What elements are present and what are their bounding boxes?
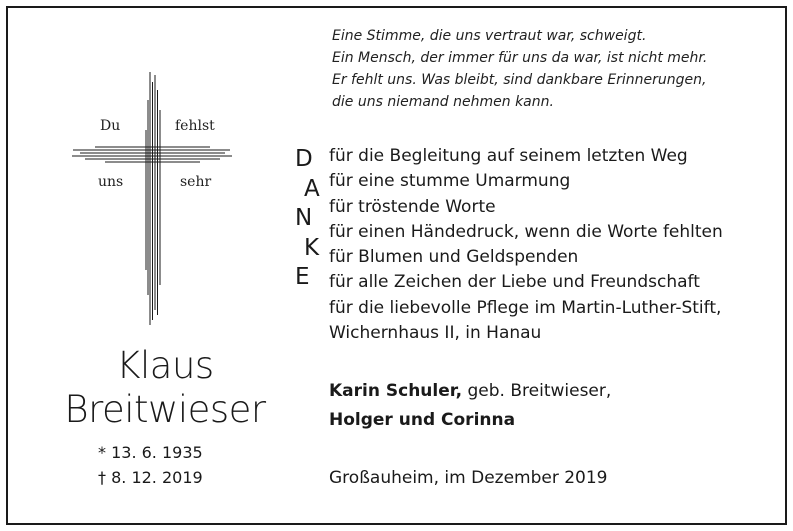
danke-vertical-letters	[295, 145, 319, 293]
danke-letter: E	[295, 264, 310, 291]
thanks-line: für Blumen und Geldspenden	[329, 247, 579, 268]
memorial-quote	[332, 25, 772, 113]
thanks-line: für die Begleitung auf seinem letzten Weg	[329, 146, 688, 166]
thanks-line: für einen Händedruck, wenn die Worte fehlten	[329, 221, 723, 242]
quote-line: die uns niemand nehmen kann.	[332, 94, 554, 110]
signers	[329, 377, 611, 435]
signer-name-primary: Karin Schuler,	[329, 381, 463, 401]
thanks-line: für eine stumme Umarmung	[329, 171, 571, 192]
thanks-line: für alle Zeichen der Liebe und Freundschaft	[329, 272, 700, 293]
cross-word-fehlst: fehlst	[175, 118, 215, 134]
thanks-line: für tröstende Worte	[329, 196, 496, 217]
place-and-date: Großauheim, im Dezember 2019	[329, 468, 608, 488]
birth-date: * 13. 6. 1935	[98, 443, 203, 462]
deceased-first-name: Klaus	[116, 344, 214, 387]
deceased-last-name: Breitwieser	[64, 388, 266, 431]
danke-letter: A	[304, 175, 320, 202]
cross-word-sehr: sehr	[180, 174, 212, 190]
thanks-list	[329, 144, 723, 346]
death-date: † 8. 12. 2019	[98, 468, 203, 487]
danke-letter: K	[304, 234, 320, 261]
danke-letter: N	[295, 205, 313, 232]
cross-word-uns: uns	[98, 174, 124, 190]
thanks-line: für die liebevolle Pflege im Martin-Luther-Stift,	[329, 297, 722, 318]
life-dates	[98, 440, 203, 490]
quote-line: Ein Mensch, der immer für uns da war, ist nicht mehr.	[332, 50, 708, 66]
signer-line	[329, 377, 611, 406]
signer-maiden-name: geb. Breitwieser,	[462, 381, 612, 401]
cross-word-du: Du	[100, 118, 121, 134]
danke-letter: D	[295, 146, 313, 172]
deceased-name	[40, 344, 290, 432]
cross-icon	[70, 70, 235, 330]
cross-graphic	[70, 70, 235, 330]
thanks-line: Wichernhaus II, in Hanau	[329, 323, 542, 344]
quote-line: Er fehlt uns. Was bleibt, sind dankbare Erinnerungen,	[332, 72, 707, 88]
quote-line: Eine Stimme, die uns vertraut war, schweigt.	[332, 28, 647, 44]
signer-names-secondary: Holger und Corinna	[329, 410, 516, 430]
